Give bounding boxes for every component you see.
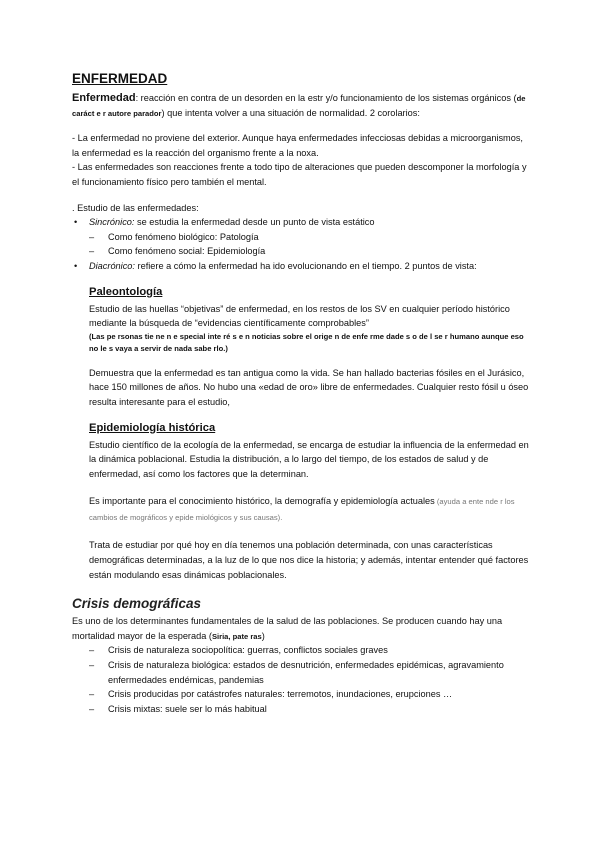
definition-text-a: : reacción en contra de un desorden en la estr y/o funcionamiento de los sistemas orgánicos ( <box>135 93 517 103</box>
list-item <box>72 259 532 274</box>
list-item <box>72 230 532 245</box>
page-title: ENFERMEDAD <box>72 71 168 86</box>
sub-item-epidemiologia: Como fenómeno social: Epidemiología <box>108 246 266 257</box>
diacronico-text: refiere a cómo la enfermedad ha ido evolucionando en el tiempo. 2 puntos de vista: <box>134 260 477 271</box>
crisis-item: Crisis de naturaleza sociopolítica: guerras, conflictos sociales graves <box>108 645 388 656</box>
corolario-1: - La enfermedad no proviene del exterior. Aunque haya enfermedades infecciosas debidas a microorganismos, la enfermedad es la reacción del organismo frente a la noxa. <box>72 133 523 158</box>
crisis-intro-c: ) <box>261 630 265 641</box>
epidemiologia-p1: Estudio científico de la ecología de la enfermedad, se encarga de estudiar la influencia de la enfermedad en la dinámica poblacional. Estudia la distribución, a lo largo del tiempo, de los estados de salud y de enfermedad, así como los factores que la determinan. <box>89 439 529 479</box>
list-item <box>72 702 532 717</box>
crisis-list <box>72 643 532 716</box>
list-item <box>72 687 532 702</box>
document-page <box>72 70 532 716</box>
epidemiologia-heading: Epidemiología histórica <box>89 421 216 434</box>
estudio-list-2 <box>72 259 532 274</box>
crisis-item: Crisis producidas por catástrofes naturales: terremotos, inundaciones, erupciones … <box>108 689 453 700</box>
bullet-icon: • <box>74 260 78 271</box>
crisis-intro <box>72 614 532 643</box>
dash-icon: – <box>89 660 95 671</box>
sincronico-sublist <box>72 230 532 259</box>
epidemiologia-p2-grey: (ayuda a ente nde r los cambios de mográficos y epide miológicos y sus causas). <box>89 497 515 522</box>
crisis-item: Crisis de naturaleza biológica: estados de desnutrición, enfermedades epidémicas, agravamiento enfermedades endémicas, pandemias <box>108 660 504 685</box>
bullet-icon: • <box>74 217 78 228</box>
estudio-intro: . Estudio de las enfermedades: <box>72 202 199 213</box>
sincronico-text: se estudia la enfermedad desde un punto de vista estático <box>134 217 375 228</box>
epidemiologia-p2 <box>89 494 532 525</box>
paleontologia-p2: Demuestra que la enfermedad es tan antigua como la vida. Se han hallado bacterias fósiles en el Jurásico, hace 150 millones de años. No hubo una «edad de oro» libre de enfermedades. Cualquier resto fósil u óseo resulta interesante para el estudio, <box>89 367 529 407</box>
corolario-2: - Las enfermedades son reacciones frente a todo tipo de alteraciones que pueden descomponer la morfología y el funcionamiento físico pero también el mental. <box>72 162 527 187</box>
definition-term: Enfermedad <box>72 92 136 104</box>
paleontologia-note: (Las pe rsonas tie ne n e special inte ré s e n noticias sobre el orige n de enfe rme dade s o de l se r humano aunque eso no le s vaya a servir de nada sabe rlo.) <box>89 331 524 353</box>
dash-icon: – <box>89 703 95 714</box>
crisis-heading: Crisis demográficas <box>72 596 202 612</box>
sincronico-label: Sincrónico: <box>89 217 135 228</box>
crisis-intro-b: Siria, pate ras <box>211 631 262 641</box>
dash-icon: – <box>89 645 95 656</box>
epidemiologia-p3: Trata de estudiar por qué hoy en día tenemos una población determinada, con unas características demográficas determinadas, a la luz de lo que nos dice la historia; y además, intentar entender qué factores están modulando esas dinámicas poblacionales. <box>89 540 529 580</box>
definition-paren: de caráct e r autore parador <box>72 94 526 118</box>
estudio-list <box>72 215 532 230</box>
diacronico-label: Diacrónico: <box>89 260 135 271</box>
definition-text-b: ) que intenta volver a una situación de normalidad. 2 corolarios: <box>161 107 420 118</box>
paleontologia-section <box>72 285 532 583</box>
epidemiologia-p2-text: Es importante para el conocimiento histórico, la demografía y epidemiología actuales <box>89 496 435 507</box>
dash-icon: – <box>89 689 95 700</box>
dash-icon: – <box>89 231 95 242</box>
crisis-intro-a: Es uno de los determinantes fundamentales de la salud de las poblaciones. Se producen cuando hay una mortalidad mayor de la esperada ( <box>72 616 503 641</box>
sub-item-patologia: Como fenómeno biológico: Patología <box>108 231 259 242</box>
crisis-item: Crisis mixtas: suele ser lo más habitual <box>108 703 267 714</box>
dash-icon: – <box>89 246 95 257</box>
list-item <box>72 658 532 687</box>
list-item <box>72 643 532 658</box>
paleontologia-p1: Estudio de las huellas “objetivas” de enfermedad, en los restos de los SV en cualquier período histórico mediante la búsqueda de “evidencias científicamente comprobables” <box>89 303 510 329</box>
paleontologia-heading: Paleontología <box>89 285 163 298</box>
list-item <box>72 215 532 230</box>
definition-paragraph <box>72 91 532 120</box>
list-item <box>72 244 532 259</box>
